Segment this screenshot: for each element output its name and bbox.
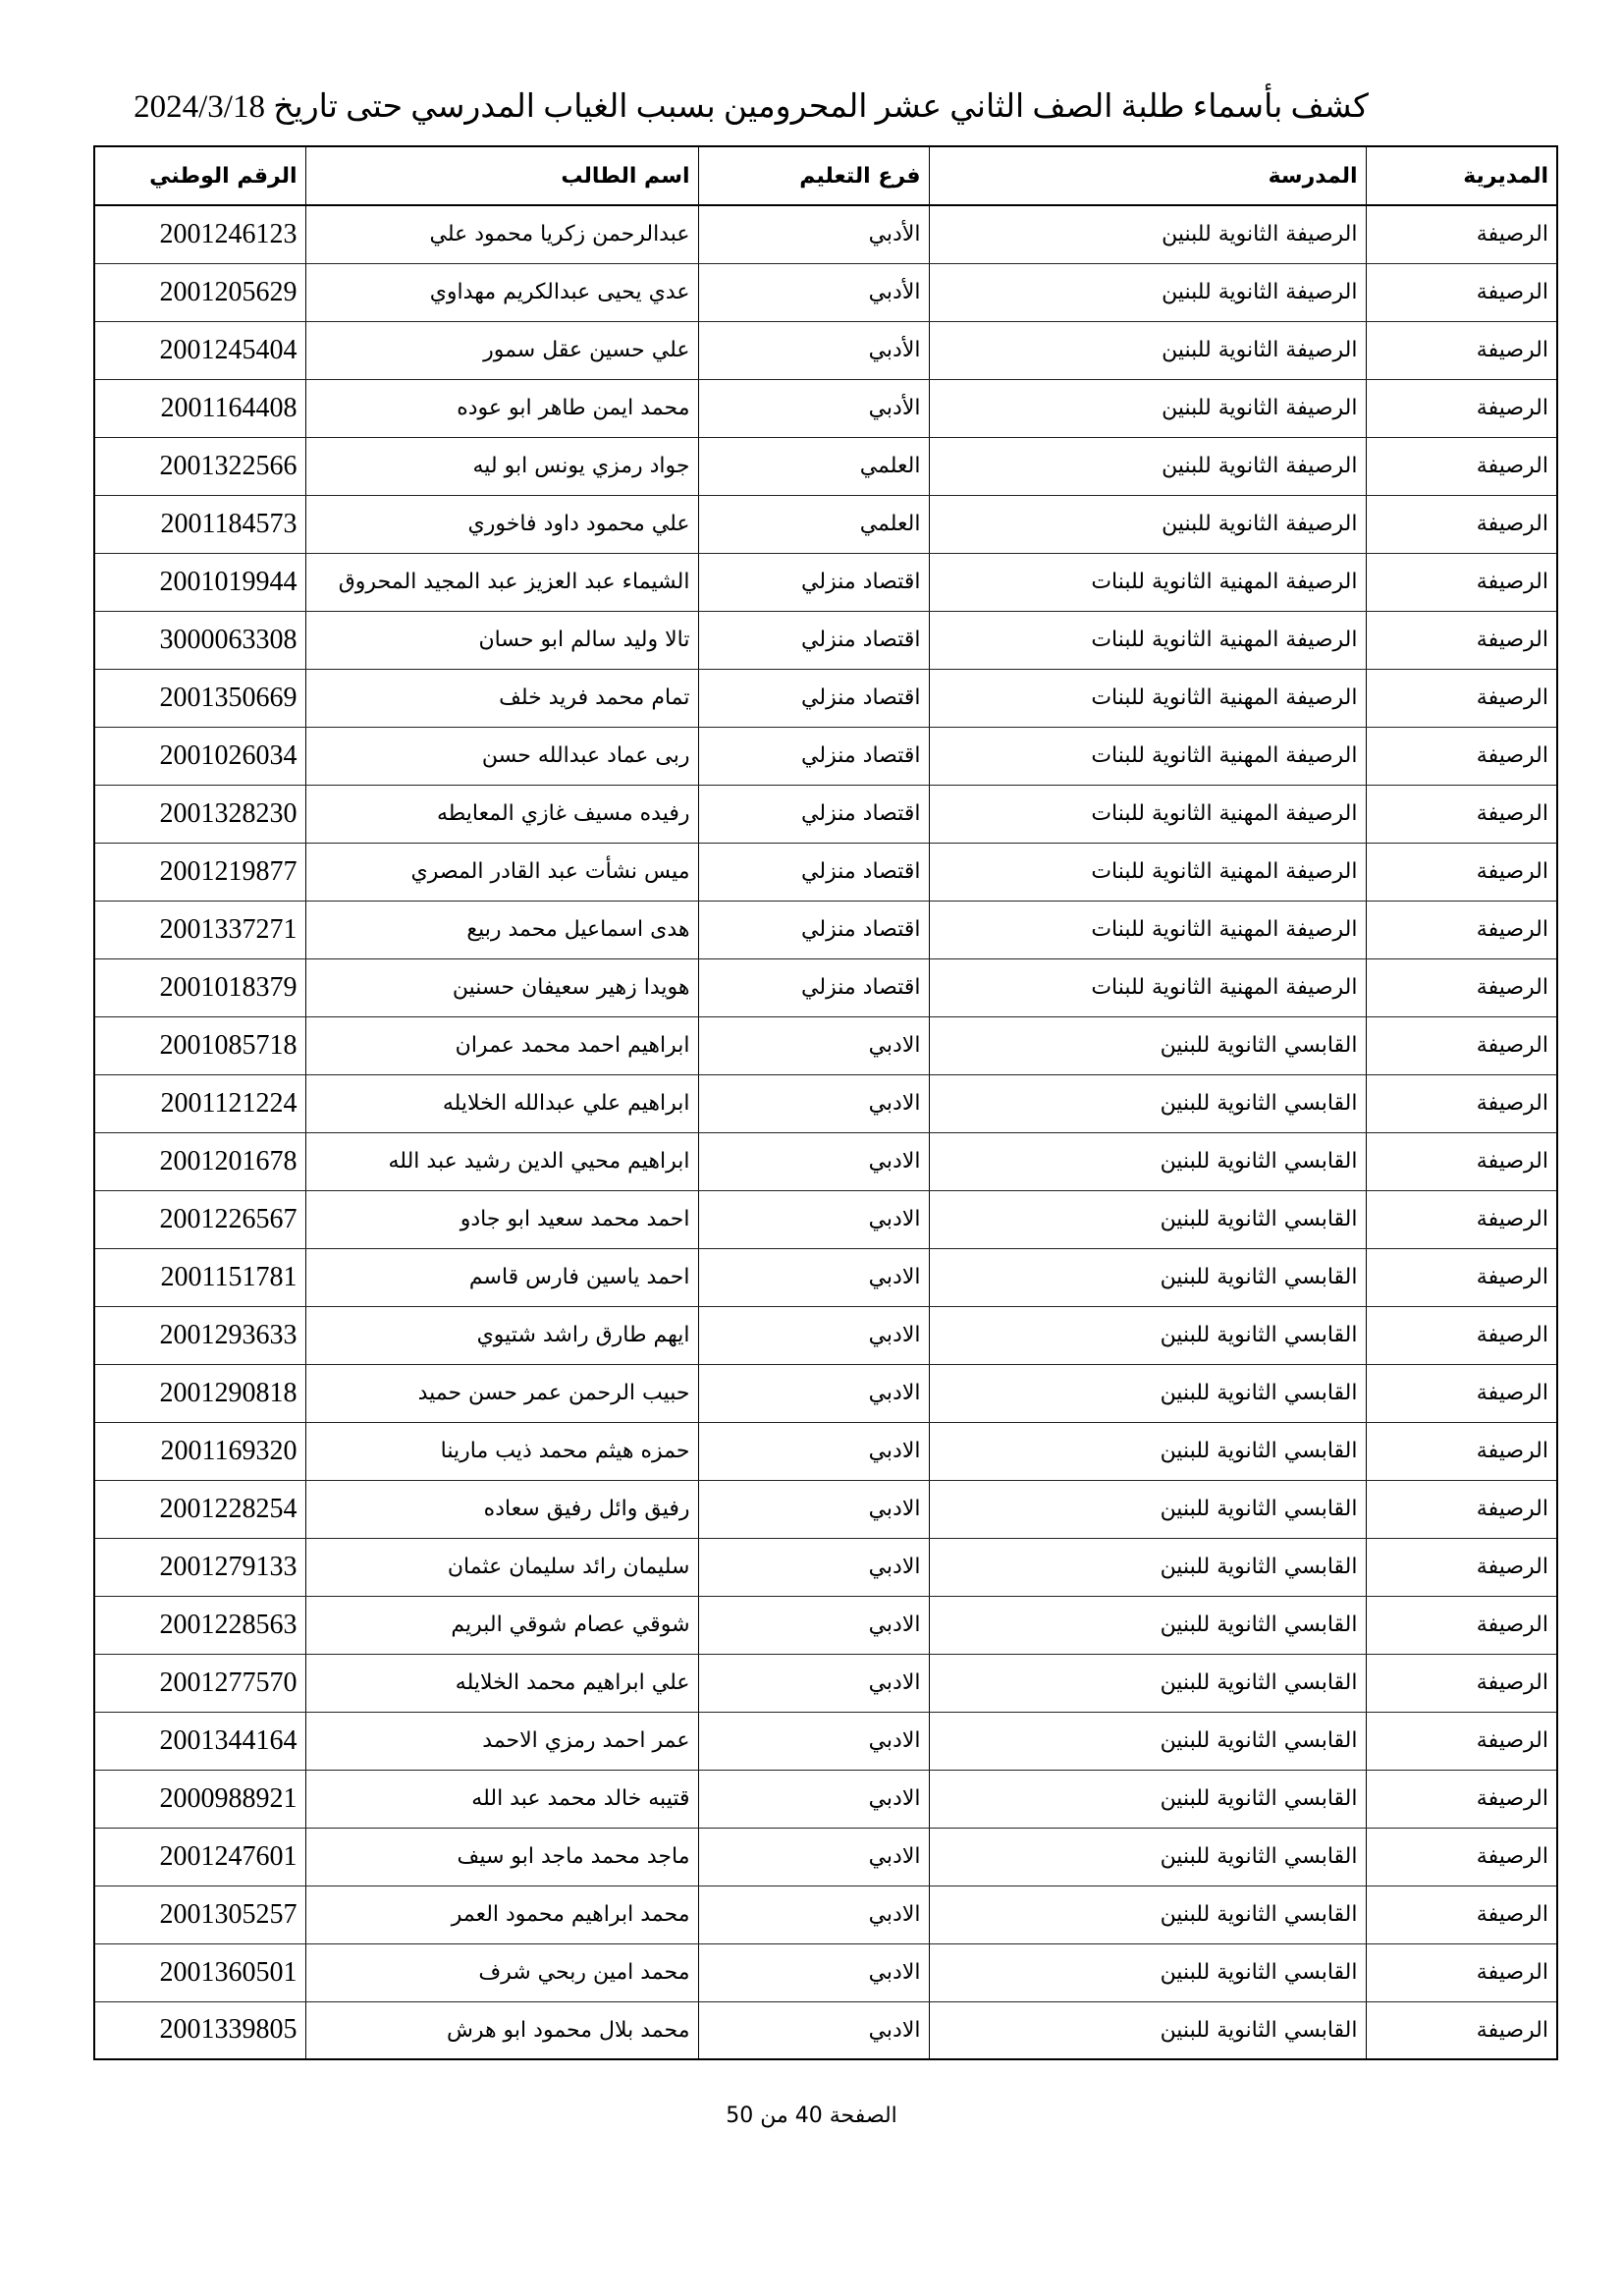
cell-school: القابسي الثانوية للبنين [929,1596,1366,1654]
table-body [94,205,1557,2059]
cell-branch: الادبي [698,1538,929,1596]
cell-directorate: الرصيفة [1366,437,1557,495]
cell-student-name: علي حسين عقل سمور [305,321,698,379]
table-row [94,958,1557,1016]
cell-branch: الادبي [698,1132,929,1190]
cell-branch: الادبي [698,1886,929,1943]
cell-student-name: تالا وليد سالم ابو حسان [305,611,698,669]
page-title: كشف بأسماء طلبة الصف الثاني عشر المحرومين بسبب الغياب المدرسي حتى تاريخ 2024/3/18 [134,89,1369,125]
cell-branch: الادبي [698,1828,929,1886]
cell-directorate: الرصيفة [1366,1190,1557,1248]
cell-national-id: 2001151781 [94,1248,305,1306]
cell-national-id: 2000988921 [94,1770,305,1828]
cell-directorate: الرصيفة [1366,1248,1557,1306]
cell-national-id: 2001085718 [94,1016,305,1074]
cell-student-name: محمد بلال محمود ابو هرش [305,2001,698,2059]
cell-branch: اقتصاد منزلي [698,843,929,901]
cell-student-name: محمد امين ربحي شرف [305,1943,698,2001]
cell-national-id: 2001245404 [94,321,305,379]
table-row [94,1828,1557,1886]
cell-student-name: الشيماء عبد العزيز عبد المجيد المحروق [305,553,698,611]
cell-directorate: الرصيفة [1366,1364,1557,1422]
header-student-name: اسم الطالب [305,146,698,205]
cell-directorate: الرصيفة [1366,843,1557,901]
table-row [94,1538,1557,1596]
cell-directorate: الرصيفة [1366,1306,1557,1364]
cell-school: الرصيفة الثانوية للبنين [929,495,1366,553]
cell-national-id: 2001226567 [94,1190,305,1248]
cell-branch: الادبي [698,1654,929,1712]
header-directorate: المديرية [1366,146,1557,205]
cell-branch: الادبي [698,1422,929,1480]
cell-school: الرصيفة المهنية الثانوية للبنات [929,843,1366,901]
cell-school: القابسي الثانوية للبنين [929,1828,1366,1886]
cell-branch: الادبي [698,2001,929,2059]
cell-student-name: تمام محمد فريد خلف [305,669,698,727]
cell-school: الرصيفة الثانوية للبنين [929,205,1366,263]
table-row [94,1074,1557,1132]
cell-directorate: الرصيفة [1366,727,1557,785]
header-school: المدرسة [929,146,1366,205]
cell-directorate: الرصيفة [1366,263,1557,321]
cell-national-id: 2001219877 [94,843,305,901]
cell-student-name: ابراهيم محيي الدين رشيد عبد الله [305,1132,698,1190]
cell-student-name: عبدالرحمن زكريا محمود علي [305,205,698,263]
cell-directorate: الرصيفة [1366,1480,1557,1538]
cell-student-name: محمد ابراهيم محمود العمر [305,1886,698,1943]
table-row [94,1364,1557,1422]
cell-directorate: الرصيفة [1366,1074,1557,1132]
cell-student-name: قتيبه خالد محمد عبد الله [305,1770,698,1828]
cell-branch: اقتصاد منزلي [698,785,929,843]
cell-branch: الأدبي [698,205,929,263]
cell-directorate: الرصيفة [1366,1886,1557,1943]
cell-student-name: احمد ياسين فارس قاسم [305,1248,698,1306]
cell-branch: الأدبي [698,321,929,379]
cell-national-id: 2001305257 [94,1886,305,1943]
cell-branch: اقتصاد منزلي [698,727,929,785]
table-row [94,1770,1557,1828]
cell-national-id: 2001277570 [94,1654,305,1712]
cell-national-id: 2001018379 [94,958,305,1016]
cell-school: القابسي الثانوية للبنين [929,1016,1366,1074]
cell-student-name: عدي يحيى عبدالكريم مهداوي [305,263,698,321]
cell-school: الرصيفة المهنية الثانوية للبنات [929,958,1366,1016]
cell-school: الرصيفة الثانوية للبنين [929,321,1366,379]
table-row [94,1480,1557,1538]
table-row [94,1943,1557,2001]
cell-directorate: الرصيفة [1366,901,1557,958]
cell-student-name: جواد رمزي يونس ابو ليه [305,437,698,495]
cell-branch: اقتصاد منزلي [698,669,929,727]
cell-school: القابسي الثانوية للبنين [929,1190,1366,1248]
cell-directorate: الرصيفة [1366,379,1557,437]
table-row [94,263,1557,321]
table-row [94,1132,1557,1190]
cell-branch: العلمي [698,437,929,495]
cell-national-id: 2001205629 [94,263,305,321]
table-row [94,1654,1557,1712]
table-row [94,1422,1557,1480]
table-row [94,1886,1557,1943]
cell-directorate: الرصيفة [1366,1132,1557,1190]
cell-national-id: 2001344164 [94,1712,305,1770]
cell-school: الرصيفة المهنية الثانوية للبنات [929,611,1366,669]
cell-school: الرصيفة المهنية الثانوية للبنات [929,727,1366,785]
cell-branch: الادبي [698,1712,929,1770]
cell-national-id: 2001169320 [94,1422,305,1480]
cell-branch: الادبي [698,1074,929,1132]
cell-branch: اقتصاد منزلي [698,611,929,669]
cell-national-id: 2001228254 [94,1480,305,1538]
cell-directorate: الرصيفة [1366,669,1557,727]
table-row [94,1306,1557,1364]
cell-national-id: 2001279133 [94,1538,305,1596]
cell-student-name: ابراهيم احمد محمد عمران [305,1016,698,1074]
cell-student-name: هدى اسماعيل محمد ربيع [305,901,698,958]
cell-directorate: الرصيفة [1366,1943,1557,2001]
cell-national-id: 2001293633 [94,1306,305,1364]
table-row [94,321,1557,379]
cell-national-id: 2001337271 [94,901,305,958]
table-row [94,1712,1557,1770]
table-row [94,379,1557,437]
cell-branch: العلمي [698,495,929,553]
cell-school: القابسي الثانوية للبنين [929,1132,1366,1190]
cell-branch: الادبي [698,1596,929,1654]
cell-school: القابسي الثانوية للبنين [929,1538,1366,1596]
cell-branch: الادبي [698,1364,929,1422]
cell-branch: الادبي [698,1190,929,1248]
cell-directorate: الرصيفة [1366,958,1557,1016]
cell-school: القابسي الثانوية للبنين [929,1943,1366,2001]
cell-student-name: شوقي عصام شوقي البريم [305,1596,698,1654]
cell-student-name: علي محمود داود فاخوري [305,495,698,553]
cell-national-id: 3000063308 [94,611,305,669]
table-row [94,843,1557,901]
header-national-id: الرقم الوطني [94,146,305,205]
table-row [94,205,1557,263]
cell-student-name: عمر احمد رمزي الاحمد [305,1712,698,1770]
cell-national-id: 2001228563 [94,1596,305,1654]
cell-school: القابسي الثانوية للبنين [929,1886,1366,1943]
cell-branch: الادبي [698,1306,929,1364]
cell-school: القابسي الثانوية للبنين [929,1480,1366,1538]
table-row [94,437,1557,495]
cell-national-id: 2001360501 [94,1943,305,2001]
table-row [94,1016,1557,1074]
cell-school: الرصيفة الثانوية للبنين [929,437,1366,495]
cell-student-name: ربى عماد عبدالله حسن [305,727,698,785]
page-number: الصفحة 40 من 50 [726,2104,897,2128]
students-table [93,145,1558,2060]
cell-directorate: الرصيفة [1366,1596,1557,1654]
cell-directorate: الرصيفة [1366,205,1557,263]
cell-directorate: الرصيفة [1366,1016,1557,1074]
header-branch: فرع التعليم [698,146,929,205]
cell-branch: الادبي [698,1943,929,2001]
cell-national-id: 2001121224 [94,1074,305,1132]
cell-school: الرصيفة الثانوية للبنين [929,263,1366,321]
cell-branch: اقتصاد منزلي [698,901,929,958]
table-row [94,495,1557,553]
cell-student-name: ايهم طارق راشد شتيوي [305,1306,698,1364]
cell-student-name: هويدا زهير سعيفان حسنين [305,958,698,1016]
table-row [94,553,1557,611]
cell-school: القابسي الثانوية للبنين [929,1712,1366,1770]
cell-national-id: 2001290818 [94,1364,305,1422]
cell-national-id: 2001184573 [94,495,305,553]
cell-school: الرصيفة الثانوية للبنين [929,379,1366,437]
cell-directorate: الرصيفة [1366,1712,1557,1770]
cell-student-name: احمد محمد سعيد ابو جادو [305,1190,698,1248]
cell-national-id: 2001026034 [94,727,305,785]
cell-national-id: 2001339805 [94,2001,305,2059]
cell-student-name: رفيق وائل رفيق سعاده [305,1480,698,1538]
cell-school: الرصيفة المهنية الثانوية للبنات [929,669,1366,727]
cell-national-id: 2001164408 [94,379,305,437]
cell-directorate: الرصيفة [1366,1770,1557,1828]
cell-branch: الادبي [698,1770,929,1828]
cell-directorate: الرصيفة [1366,2001,1557,2059]
cell-school: القابسي الثانوية للبنين [929,1364,1366,1422]
cell-directorate: الرصيفة [1366,1422,1557,1480]
cell-student-name: ماجد محمد ماجد ابو سيف [305,1828,698,1886]
cell-school: الرصيفة المهنية الثانوية للبنات [929,785,1366,843]
cell-branch: الأدبي [698,379,929,437]
cell-student-name: رفيده مسيف غازي المعايطه [305,785,698,843]
cell-branch: الادبي [698,1248,929,1306]
cell-directorate: الرصيفة [1366,553,1557,611]
cell-school: القابسي الثانوية للبنين [929,2001,1366,2059]
cell-student-name: ابراهيم علي عبدالله الخلايله [305,1074,698,1132]
cell-directorate: الرصيفة [1366,1654,1557,1712]
table-row [94,727,1557,785]
cell-school: القابسي الثانوية للبنين [929,1770,1366,1828]
cell-directorate: الرصيفة [1366,611,1557,669]
cell-national-id: 2001019944 [94,553,305,611]
cell-student-name: علي ابراهيم محمد الخلايله [305,1654,698,1712]
cell-national-id: 2001246123 [94,205,305,263]
cell-student-name: ميس نشأت عبد القادر المصري [305,843,698,901]
cell-school: القابسي الثانوية للبنين [929,1306,1366,1364]
cell-branch: اقتصاد منزلي [698,553,929,611]
cell-directorate: الرصيفة [1366,1538,1557,1596]
cell-school: الرصيفة المهنية الثانوية للبنات [929,553,1366,611]
cell-national-id: 2001201678 [94,1132,305,1190]
cell-national-id: 2001247601 [94,1828,305,1886]
table-row [94,1248,1557,1306]
table-row [94,785,1557,843]
cell-school: الرصيفة المهنية الثانوية للبنات [929,901,1366,958]
cell-student-name: حمزه هيثم محمد ذيب مارينا [305,1422,698,1480]
cell-school: القابسي الثانوية للبنين [929,1422,1366,1480]
cell-national-id: 2001328230 [94,785,305,843]
cell-student-name: حبيب الرحمن عمر حسن حميد [305,1364,698,1422]
cell-national-id: 2001350669 [94,669,305,727]
table-row [94,901,1557,958]
cell-student-name: محمد ايمن طاهر ابو عوده [305,379,698,437]
cell-national-id: 2001322566 [94,437,305,495]
cell-directorate: الرصيفة [1366,785,1557,843]
cell-directorate: الرصيفة [1366,1828,1557,1886]
cell-branch: الادبي [698,1480,929,1538]
cell-branch: الادبي [698,1016,929,1074]
table-row [94,1190,1557,1248]
cell-directorate: الرصيفة [1366,495,1557,553]
table-header-row [94,146,1557,205]
table-row [94,1596,1557,1654]
cell-school: القابسي الثانوية للبنين [929,1654,1366,1712]
cell-school: القابسي الثانوية للبنين [929,1248,1366,1306]
table-row [94,611,1557,669]
table-row [94,2001,1557,2059]
students-table-container [93,145,1556,2060]
cell-branch: الأدبي [698,263,929,321]
cell-student-name: سليمان رائد سليمان عثمان [305,1538,698,1596]
table-row [94,669,1557,727]
cell-branch: اقتصاد منزلي [698,958,929,1016]
cell-directorate: الرصيفة [1366,321,1557,379]
cell-school: القابسي الثانوية للبنين [929,1074,1366,1132]
